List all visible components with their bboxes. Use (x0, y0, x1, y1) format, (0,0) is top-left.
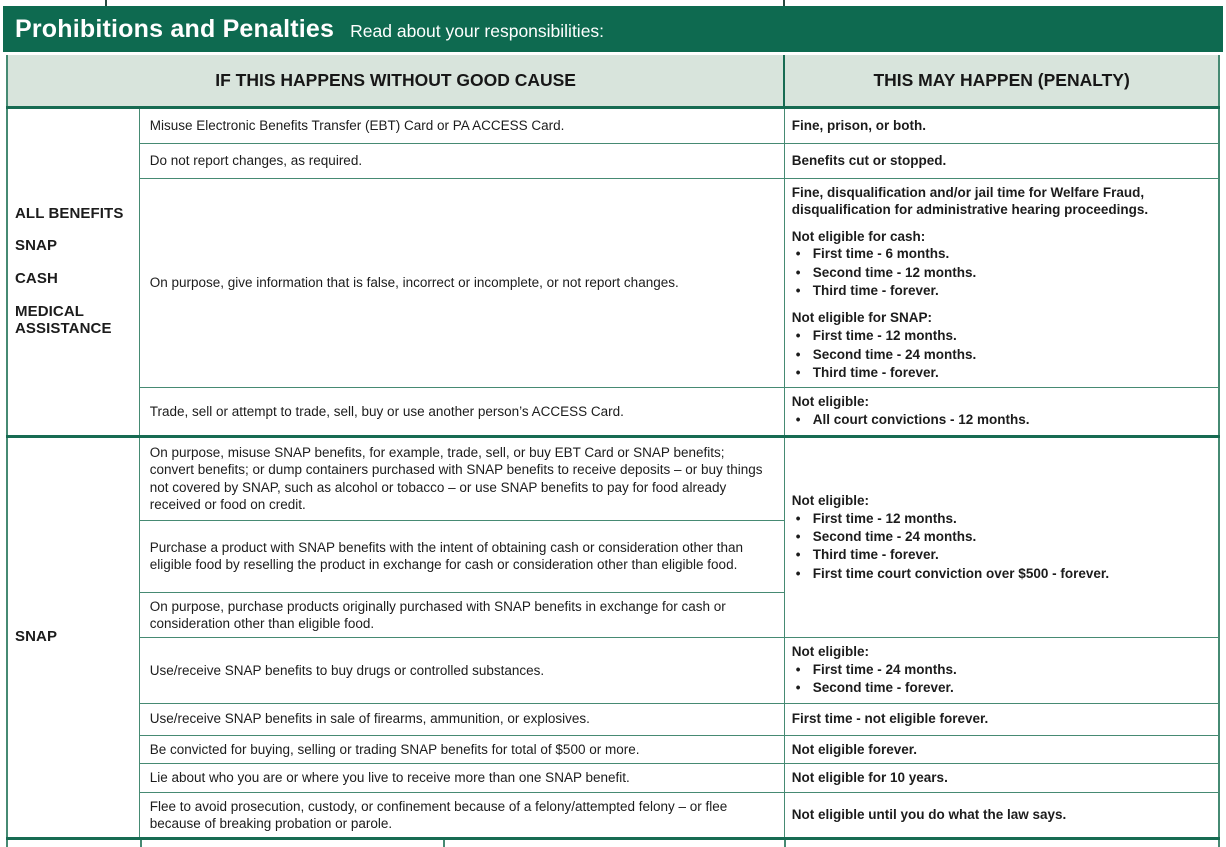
penalty-bullet: • All court convictions - 12 months. (792, 411, 1210, 429)
penalty-group (792, 309, 1210, 382)
table-row (7, 178, 1219, 388)
cause-cell: Purchase a product with SNAP benefits with the intent of obtaining cash or consideration other than eligible food by reselling the product in exchange for cash or consideration other than eligible food. (139, 520, 784, 592)
penalty-cell-shared (784, 436, 1219, 638)
page-crop-top-strip (0, 0, 1226, 6)
penalty-bullet: • Second time - forever. (792, 679, 1210, 697)
table-border-artifact (140, 840, 142, 847)
cause-cell: Flee to avoid prosecution, custody, or confinement because of a felony/attempted felony – or flee because of breaking probation or parole. (139, 792, 784, 839)
cause-cell: Use/receive SNAP benefits to buy drugs or controlled substances. (139, 638, 784, 704)
penalty-bullet: • Third time - forever. (792, 282, 1210, 300)
penalty-group (792, 492, 1210, 583)
table-row (7, 735, 1219, 764)
penalty-bullet: • First time - 24 months. (792, 661, 1210, 679)
penalty-cell (784, 143, 1219, 178)
cause-cell: On purpose, purchase products originally purchased with SNAP benefits in exchange for cash or consideration other than eligible food. (139, 592, 784, 638)
page-crop-bottom-strip (0, 840, 1226, 847)
penalty-cell (784, 703, 1219, 735)
cause-cell: Lie about who you are or where you live to receive more than one SNAP benefit. (139, 764, 784, 793)
table-row (7, 764, 1219, 793)
table-row (7, 107, 1219, 143)
table-row (7, 388, 1219, 436)
cause-cell: Trade, sell or attempt to trade, sell, buy or use another person’s ACCESS Card. (139, 388, 784, 436)
penalty-group-heading: Not eligible: (791, 644, 870, 660)
table-row (7, 703, 1219, 735)
penalty-bullet: • First time - 6 months. (792, 245, 1210, 263)
penalty-group-heading: Not eligible: (791, 394, 870, 410)
cause-cell: On purpose, misuse SNAP benefits, for example, trade, sell, or buy EBT Card or SNAP benefits; convert benefits; or dump containers purchased with SNAP benefits to receive deposits – or buy things not covered by SNAP, such as alcohol or tobacco – or use SNAP benefits to pay for food already received or food on credit. (139, 436, 784, 520)
table-row (7, 436, 1219, 520)
category-label: SNAP (15, 237, 58, 255)
penalty-group-heading: Not eligible: (791, 492, 870, 508)
table-border-artifact (784, 840, 786, 847)
section-title-bar (3, 6, 1223, 52)
section-title: Prohibitions and Penalties (15, 15, 335, 43)
penalty-text: Not eligible until you do what the law says. (791, 807, 1067, 823)
penalty-group (792, 393, 1210, 429)
section-all-benefits (7, 107, 1219, 436)
table-border-artifact (783, 0, 785, 6)
category-cell (7, 436, 139, 839)
prohibitions-penalties-table (6, 55, 1220, 840)
column-header-cause: IF THIS HAPPENS WITHOUT GOOD CAUSE (7, 55, 784, 107)
table-row (7, 143, 1219, 178)
table-row (7, 792, 1219, 839)
cause-cell: Use/receive SNAP benefits in sale of firearms, ammunition, or explosives. (139, 703, 784, 735)
penalty-text: First time - not eligible forever. (791, 711, 989, 727)
penalty-text: Not eligible forever. (791, 741, 918, 757)
penalty-cell (784, 792, 1219, 839)
penalty-group-heading: Not eligible for SNAP: (791, 310, 933, 326)
penalty-cell (784, 388, 1219, 436)
penalty-cell (784, 764, 1219, 793)
penalty-bullet: • Third time - forever. (792, 546, 1210, 564)
penalty-cell (784, 735, 1219, 764)
column-header-penalty: THIS MAY HAPPEN (PENALTY) (784, 55, 1219, 107)
table-row (7, 638, 1219, 704)
penalty-text: Benefits cut or stopped. (791, 152, 947, 168)
penalty-group-heading: Not eligible for cash: (791, 228, 926, 244)
penalty-bullet: • Second time - 12 months. (792, 264, 1210, 282)
penalty-bullet: • First time - 12 months. (792, 510, 1210, 528)
penalty-group (792, 643, 1210, 698)
category-label: CASH (15, 270, 58, 288)
penalty-bullet: • First time - 12 months. (792, 327, 1210, 345)
category-label: ALL BENEFITS (15, 204, 124, 222)
cause-cell: Misuse Electronic Benefits Transfer (EBT) Card or PA ACCESS Card. (139, 107, 784, 143)
cause-cell: Do not report changes, as required. (139, 143, 784, 178)
cause-cell: On purpose, give information that is false, incorrect or incomplete, or not report changes. (139, 178, 784, 388)
penalty-group (792, 228, 1210, 301)
penalty-bullet: • First time court conviction over $500 - forever. (792, 565, 1210, 583)
penalty-bullet: • Second time - 24 months. (792, 528, 1210, 546)
penalty-text: Not eligible for 10 years. (791, 770, 948, 786)
penalty-cell (784, 638, 1219, 704)
section-subtitle: Read about your responsibilities: (350, 21, 605, 41)
penalty-bullet: • Third time - forever. (792, 364, 1210, 382)
category-cell (7, 107, 139, 436)
table-border-artifact (1218, 840, 1220, 847)
table-border-artifact (443, 840, 445, 847)
penalty-text: Fine, disqualification and/or jail time for Welfare Fraud, disqualification for administrative hearing proceedings. (791, 184, 1149, 218)
table-border-artifact (6, 840, 8, 847)
cause-cell: Be convicted for buying, selling or trading SNAP benefits for total of $500 or more. (139, 735, 784, 764)
category-label: MEDICAL ASSISTANCE (15, 302, 112, 337)
penalty-cell (784, 107, 1219, 143)
category-list (15, 629, 135, 646)
category-label: SNAP (15, 627, 58, 645)
penalty-text: Fine, prison, or both. (791, 117, 927, 133)
section-snap (7, 436, 1219, 839)
category-list (15, 206, 135, 338)
penalty-cell (784, 178, 1219, 388)
table-header-row (7, 55, 1219, 107)
penalty-bullet: • Second time - 24 months. (792, 346, 1210, 364)
table-border-artifact (105, 0, 107, 6)
